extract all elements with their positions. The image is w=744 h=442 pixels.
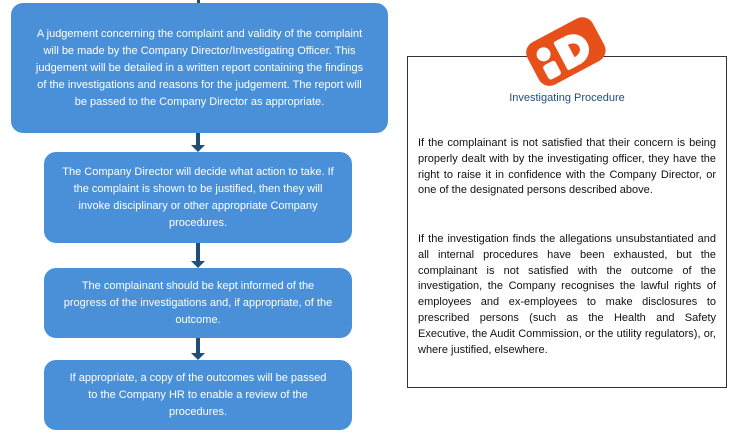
panel-title: Investigating Procedure: [509, 92, 625, 104]
arrow-1-2: [191, 133, 205, 152]
step-keep-informed: [44, 268, 352, 338]
panel-paragraph-2: If the investigation finds the allegations unsubstantiated and all internal procedures have been exhausted, but the complainant is not satisfied with the outcome of the investigation, the Company recognises the lawful rights of employees and ex-employees to make disclosures to prescribed persons (such as the Health and Safety Executive, the Audit Commission, or the utility regulators), or, where justified, elsewhere.: [418, 233, 716, 356]
panel-paragraph-1: If the complainant is not satisfied that their concern is being properly dealt with by the investigating officer, they have the right to raise it in confidence with the Company Director, or one of the designated persons described above.: [418, 137, 716, 197]
id-logo-icon: [521, 8, 609, 90]
step-judgement-text: A judgement concerning the complaint and validity of the complaint will be made by the Company Director/Investigating Officer. This judgement will be detailed in a written report containing the findings of the investigations and reasons for the judgement. The report will be passed to the Company Director as appropriate.: [35, 27, 364, 108]
step-copy-to-hr-text: If appropriate, a copy of the outcomes will be passed to the Company HR to enable a review of the procedures.: [69, 371, 327, 418]
step-judgement: [11, 3, 388, 133]
step-keep-informed-text: The complainant should be kept informed of the progress of the investigations and, if appropriate, of the outcome.: [63, 279, 333, 326]
arrow-3-4: [191, 338, 205, 360]
arrow-2-3: [191, 243, 205, 268]
step-director-decision: [44, 152, 352, 243]
step-director-decision-text: The Company Director will decide what action to take. If the complaint is shown to be justified, then they will invoke disciplinary or other appropriate Company procedures.: [62, 165, 334, 229]
step-copy-to-hr: [44, 360, 352, 430]
